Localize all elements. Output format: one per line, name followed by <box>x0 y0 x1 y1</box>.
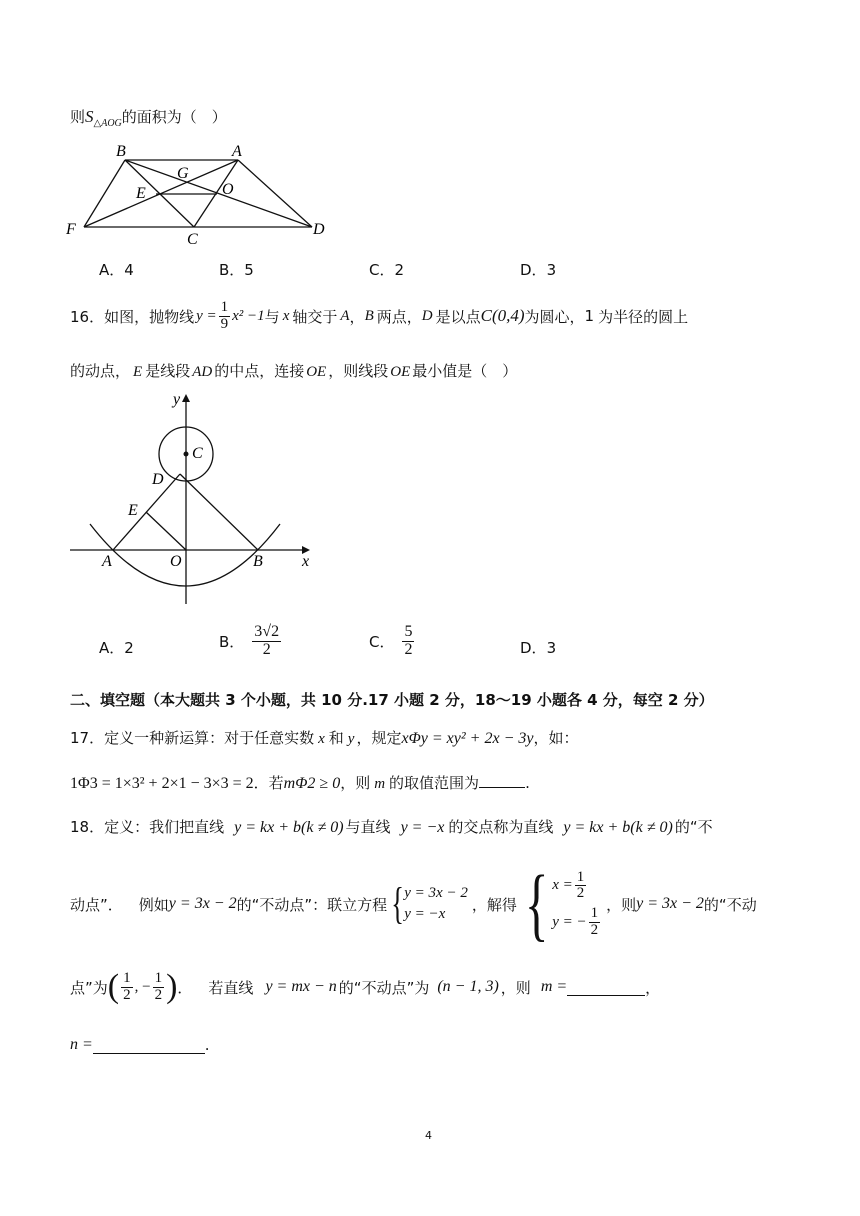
q16-option-d: D．3 <box>520 639 557 657</box>
fig15-label-d: D <box>313 221 325 238</box>
q17-line2: 1Φ3 = 1×3² + 2×1 − 3×3 = 2．若mΦ2 ≥ 0，则 m 的取值范围为 . <box>70 774 530 792</box>
fig15-label-c: C <box>187 231 198 248</box>
q16-frac: $\frac{1}{9}$ <box>220 299 229 332</box>
fig15-label-o: O <box>222 181 234 198</box>
fig15-label-g: G <box>177 165 189 182</box>
q18-line2: 动点”． 例如 y = 3x − 2 的“不动点”：联立方程 { y = 3x − 2 y = −x ，解得 { x = $\frac{1}{2}$ y = − $\frac{1}{2}$ ，则 y = 3x − 2 的“不动 <box>70 858 757 949</box>
q18-line3: 点”为 ( $\frac{1}{2}$ , − $\frac{1}{2}$ ) ． 若直线 y = mx − n 的“不动点”为 (n − 1, 3) ，则 m = ， <box>70 968 661 1005</box>
fig15-label-f: F <box>66 221 76 238</box>
q15-figure <box>60 138 340 248</box>
q16-stem-line2: 的动点， E 是线段 AD 的中点，连接 OE ，则线段 OE 最小值是（ ） <box>70 362 518 380</box>
q15-option-d: D．3 <box>520 261 557 279</box>
q16-option-b: B． $\frac{3√2}{2}$ <box>219 623 280 658</box>
fig16-label-b: B <box>253 553 263 570</box>
fig16-label-o: O <box>170 553 182 570</box>
fig15-label-e: E <box>136 185 146 202</box>
q15-option-c: C．2 <box>369 261 405 279</box>
fig16-label-d: D <box>152 471 164 488</box>
fig16-label-a: A <box>102 553 112 570</box>
q16-option-c: C． $\frac{5}{2}$ <box>369 623 413 658</box>
q16-figure <box>62 388 332 610</box>
fig16-label-y: y <box>173 391 181 408</box>
fig15-label-a: A <box>232 143 242 160</box>
q18-line4: n = . <box>70 1036 210 1054</box>
fig16-label-e: E <box>128 502 138 519</box>
q18-line1: 18．定义：我们把直线 y = kx + b(k ≠ 0) 与直线 y = −x 的交点称为直线 y = kx + b(k ≠ 0) 的“不 <box>70 818 713 836</box>
q18-equation-system: { y = 3x − 2 y = −x <box>391 879 468 928</box>
q17-line1: 17．定义一种新运算：对于任意实数 x 和 y ，规定xΦy = xy² + 2x − 3y，如： <box>70 729 579 747</box>
q15-option-b: B．5 <box>219 261 254 279</box>
fig16-label-c: C <box>192 445 203 462</box>
section-heading: 二、填空题（本大题共 3 个小题，共 10 分.17 小题 2 分，18～19 小题各 4 分，每空 2 分） <box>70 691 714 709</box>
fig16-label-x: x <box>302 553 310 570</box>
q18-solution-system: { x = $\frac{1}{2}$ y = − $\frac{1}{2}$ <box>524 858 599 949</box>
q16-stem-line1: 16． 如图，抛物线 y = $\frac{1}{9}$ x² −1 与 x 轴交于 A ， B 两点， D 是以点 C(0,4) 为圆心， 1 为半径的圆上 <box>70 299 689 332</box>
q18-m-answer-blank[interactable] <box>567 979 645 996</box>
q18-n-answer-blank[interactable] <box>93 1037 205 1054</box>
q17-answer-blank[interactable] <box>479 773 525 788</box>
q15-stem: 则$S_{\triangle AOG}$的面积为（ ） <box>70 107 227 129</box>
q16-option-a: A．2 <box>99 639 134 657</box>
fig15-label-b: B <box>116 143 126 160</box>
page-number: 4 <box>425 1129 432 1142</box>
q15-option-a: A．4 <box>99 261 134 279</box>
